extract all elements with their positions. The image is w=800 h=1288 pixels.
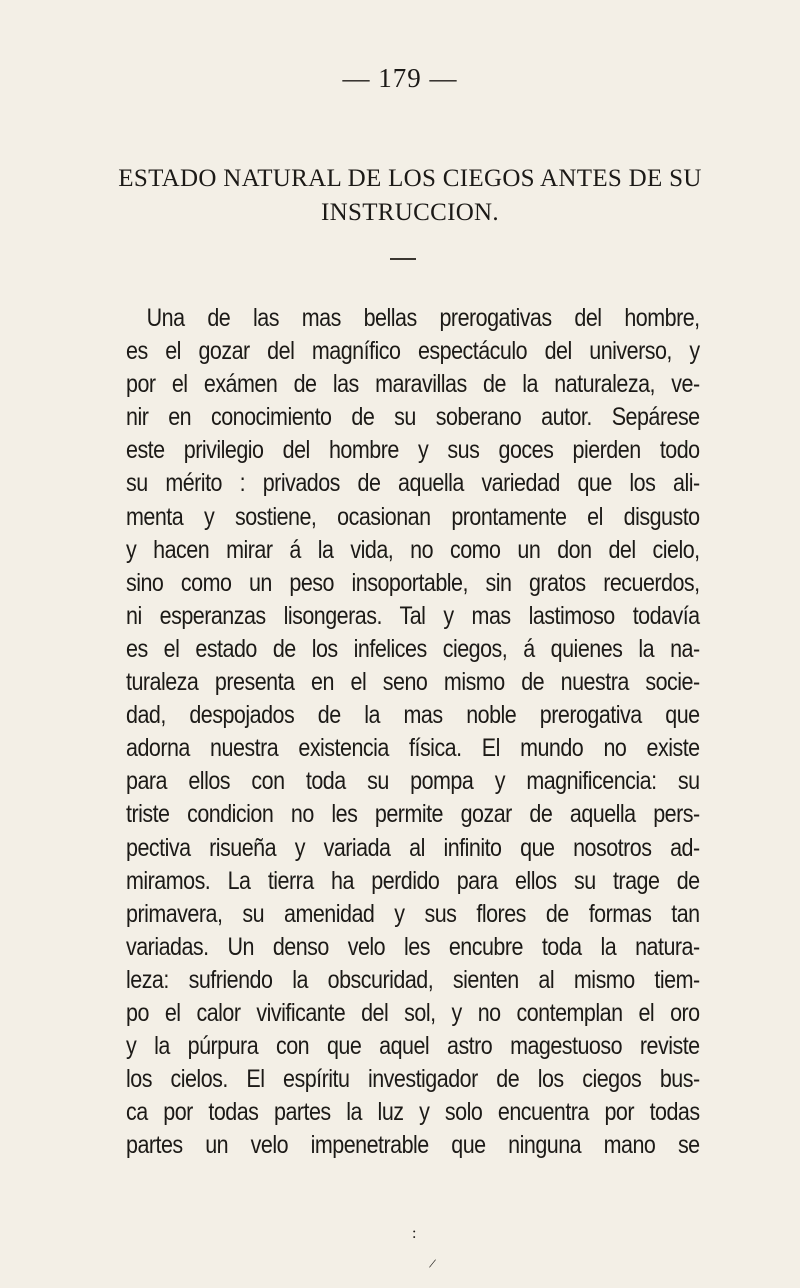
text-line: menta y sostiene, ocasionan prontamente el disgusto (126, 502, 700, 531)
text-line: partes un velo impenetrable que ninguna mano se (126, 1131, 700, 1160)
text-line: y hacen mirar á la vida, no como un don del cielo, (126, 535, 700, 564)
text-line: adorna nuestra existencia física. El mundo no existe (126, 734, 700, 763)
chapter-title-line-1: ESTADO NATURAL DE LOS CIEGOS ANTES DE SU (118, 165, 702, 192)
text-line: pectiva risueña y variada al infinito que nosotros ad- (126, 833, 700, 862)
chapter-title-line-2: INSTRUCCION. (321, 199, 499, 226)
text-line: primavera, su amenidad y sus flores de formas tan (126, 899, 700, 928)
text-line: por el exámen de las maravillas de la naturaleza, ve- (126, 370, 700, 399)
text-line: ca por todas partes la luz y solo encuentra por todas (126, 1098, 700, 1127)
bottom-mark: : (412, 1225, 417, 1242)
text-line: sino como un peso insoportable, sin gratos recuerdos, (126, 568, 700, 597)
text-line: es el estado de los infelices ciegos, á quienes la na- (126, 634, 700, 663)
title-separator-rule (390, 258, 416, 260)
text-line: dad, despojados de la mas noble prerogativa que (126, 701, 700, 730)
text-line: y la púrpura con que aquel astro magestuoso reviste (126, 1032, 700, 1061)
text-line: variadas. Un denso velo les encubre toda la natura- (126, 932, 700, 961)
text-line: su mérito : privados de aquella variedad que los ali- (126, 469, 700, 498)
text-line: Una de las mas bellas prerogativas del hombre, (146, 304, 700, 332)
text-line: ni esperanzas lisongeras. Tal y mas lastimoso todavía (126, 601, 700, 630)
text-line: nir en conocimiento de su soberano autor. Sepárese (126, 403, 700, 432)
text-line: turaleza presenta en el seno mismo de nuestra socie- (126, 668, 700, 697)
page-number: — 179 — (342, 63, 458, 93)
text-line: este privilegio del hombre y sus goces pierden todo (126, 436, 700, 465)
chapter-title (110, 162, 710, 230)
text-line: es el gozar del magnífico espectáculo del universo, y (126, 337, 700, 366)
body-text (126, 302, 700, 1162)
text-line: los cielos. El espíritu investigador de los ciegos bus- (126, 1065, 700, 1094)
bottom-mark-2: / (427, 1256, 437, 1273)
text-line: triste condicion no les permite gozar de aquella pers- (126, 800, 700, 829)
text-line: leza: sufriendo la obscuridad, sienten al mismo tiem- (126, 965, 700, 994)
text-line: po el calor vivificante del sol, y no contemplan el oro (126, 998, 700, 1027)
text-line: miramos. La tierra ha perdido para ellos su trage de (126, 866, 700, 895)
text-line: para ellos con toda su pompa y magnificencia: su (126, 767, 700, 796)
